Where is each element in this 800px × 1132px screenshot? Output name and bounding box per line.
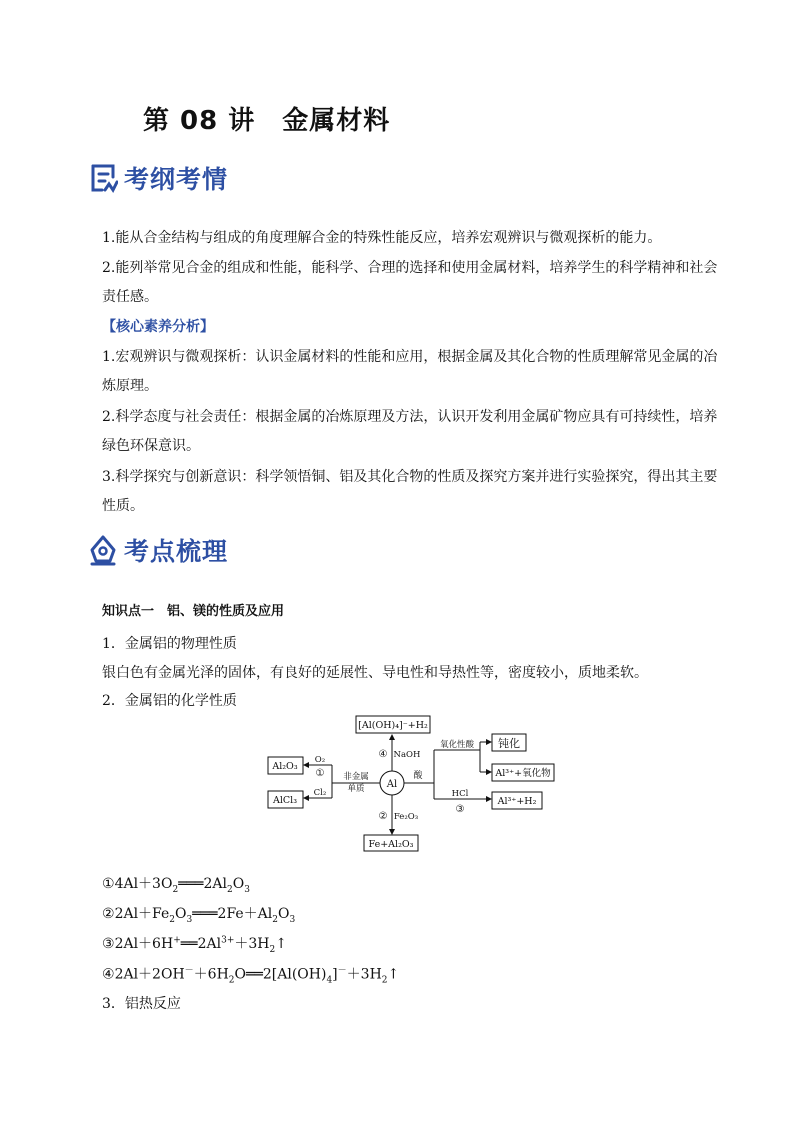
right-box2-label: Al³⁺+氧化物 [495, 768, 551, 779]
equation-1: $①4Al+3O_2═══2Al_2O_3$ [102, 876, 250, 895]
section-heading-points [88, 530, 228, 570]
right-num: ③ [455, 804, 465, 815]
core-literacy-label: 【核心素养分析】 [102, 319, 214, 335]
right-box3-label: Al³⁺+H₂ [497, 796, 537, 807]
bottom-num: ② [378, 811, 388, 822]
section-heading-text: 考点梳理 [124, 537, 229, 566]
right-top-reagent: 氧化性酸 [439, 740, 475, 750]
right-label: 酸 [413, 771, 423, 781]
equation-4: $④2Al+2OH^-+6H_2O══2[Al(OH)_4]^-+3H_2↑$ [102, 966, 400, 986]
bottom-reagent: Fe₂O₃ [393, 812, 419, 822]
subheading-physical: 1．金属铝的物理性质 [102, 636, 237, 652]
syllabus-item-1: 1.能从合金结构与组成的角度理解合金的特殊性能反应，培养宏观辨识与微观探析的能力。 [102, 230, 662, 246]
core-item-3: 3.科学探究与创新意识：科学领悟铜、铝及其化合物的性质及探究方案并进行实验探究，得出其主要性质。 [102, 469, 718, 514]
al-center-label: Al [386, 779, 398, 790]
subheading-thermite: 3．铝热反应 [102, 996, 181, 1012]
equation-number: ④ [102, 966, 115, 983]
knowledge-point-title: 知识点一 铝、镁的性质及应用 [102, 604, 285, 619]
syllabus-icon [88, 162, 118, 194]
bottom-product-label: Fe+Al₂O₃ [368, 839, 414, 850]
equation-number: ② [102, 906, 115, 922]
right-bottom-reagent: HCl [451, 789, 469, 799]
page-title: 第 08 讲 金属材料 [143, 106, 391, 136]
aluminum-reaction-diagram [262, 712, 562, 854]
subheading-chemical: 2．金属铝的化学性质 [102, 693, 237, 709]
left-top-label: Al₂O₃ [272, 761, 298, 772]
top-product-label: [Al(OH)₄]⁻+H₂ [358, 720, 428, 731]
pen-nib-icon [88, 534, 118, 566]
left-label-1: 非金属 [343, 772, 369, 782]
section-heading-text: 考纲考情 [124, 165, 229, 194]
top-reagent: NaOH [393, 750, 421, 760]
left-bottom-label: AlCl₃ [272, 795, 298, 806]
equation-number: ① [102, 876, 115, 892]
equation-number: ③ [102, 936, 115, 952]
core-item-1: 1.宏观辨识与微观探析：认识金属材料的性能和应用，根据金属及其化合物的性质理解常见金属的冶炼原理。 [102, 349, 718, 394]
right-box1-label: 钝化 [498, 737, 520, 750]
physical-properties-text: 银白色有金属光泽的固体，有良好的延展性、导电性和导热性等，密度较小，质地柔软。 [102, 665, 648, 681]
equation-3: $③2Al+6H^+══2Al^{3+}+3H_2↑$ [102, 935, 287, 955]
syllabus-item-2: 2.能列举常见合金的组成和性能，能科学、合理的选择和使用金属材料，培养学生的科学精神和社会责任感。 [102, 260, 718, 305]
left-top-reagent: O₂ [314, 755, 326, 765]
section-heading-syllabus [88, 158, 228, 198]
left-label-2: 单质 [347, 784, 365, 794]
core-item-2: 2.科学态度与社会责任：根据金属的冶炼原理及方法，认识开发利用金属矿物应具有可持续性，培养绿色环保意识。 [102, 409, 718, 454]
left-bottom-reagent: Cl₂ [313, 788, 327, 798]
equation-2: $②2Al+Fe_2O_3═══2Fe+Al_2O_3$ [102, 906, 296, 925]
left-num: ① [315, 768, 325, 779]
top-num: ④ [378, 749, 388, 760]
